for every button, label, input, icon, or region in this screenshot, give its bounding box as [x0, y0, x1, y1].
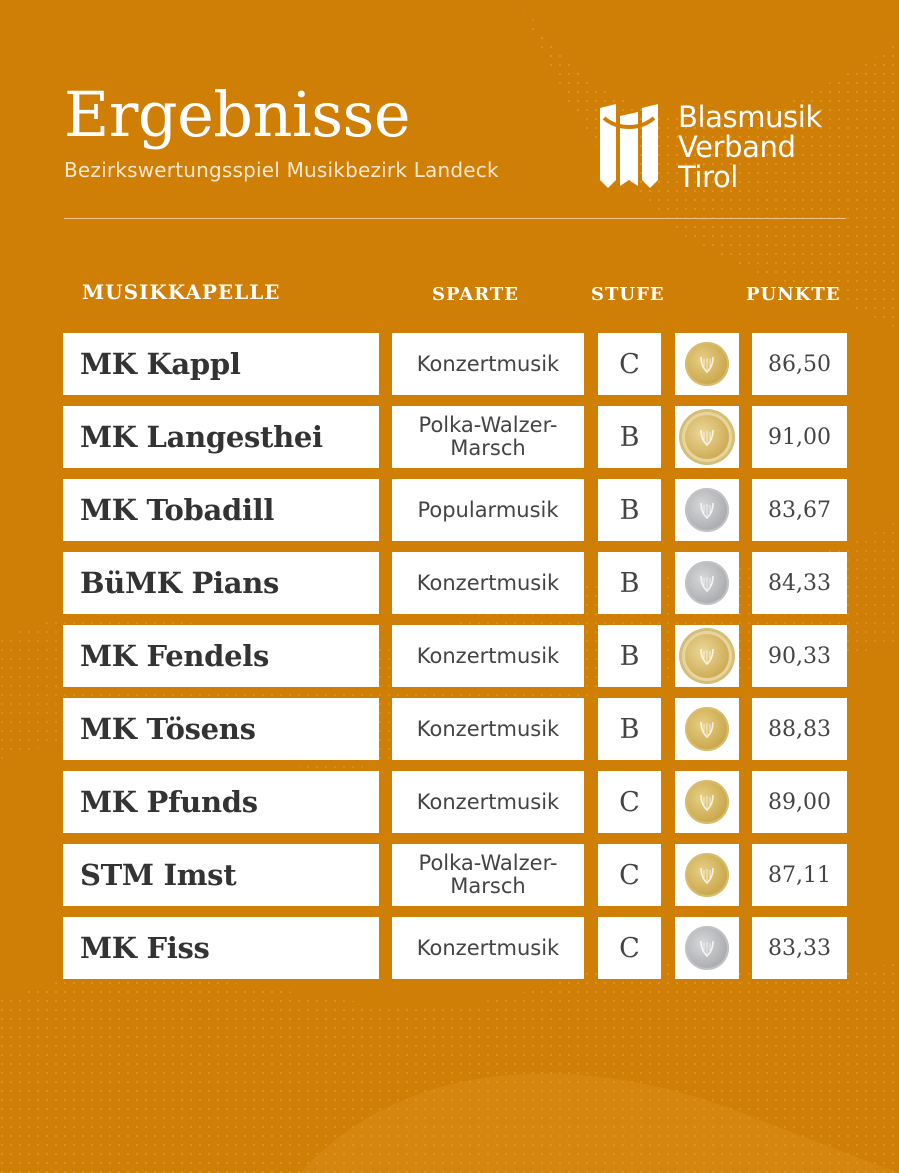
table-row [0, 698, 899, 760]
category-cell: Konzertmusik [392, 552, 584, 614]
points-cell: 86,50 [752, 333, 847, 395]
table-row [0, 479, 899, 541]
band-name: MK Fendels [63, 625, 379, 687]
page-title: Ergebnisse [64, 78, 411, 151]
table-row [0, 333, 899, 395]
logo-text [678, 102, 822, 192]
category-cell: Konzertmusik [392, 625, 584, 687]
level-cell: C [598, 333, 661, 395]
logo-line-2: Verband [678, 130, 796, 164]
level-cell: B [598, 406, 661, 468]
logo-mark-icon [598, 102, 660, 188]
gold-wreath-medal-icon [685, 415, 729, 459]
level-cell: B [598, 552, 661, 614]
logo-line-3: Tirol [678, 160, 738, 194]
column-header-sparte: SPARTE [432, 284, 519, 305]
silver-medal-icon [685, 561, 729, 605]
category-cell: Konzertmusik [392, 698, 584, 760]
level-cell: B [598, 479, 661, 541]
column-header-musikkapelle: MUSIKKAPELLE [82, 280, 281, 304]
medal-cell [675, 917, 739, 979]
band-name: BüMK Pians [63, 552, 379, 614]
medal-cell [675, 625, 739, 687]
category-cell: Konzertmusik [392, 917, 584, 979]
medal-cell [675, 552, 739, 614]
band-name: MK Kappl [63, 333, 379, 395]
header [64, 78, 499, 182]
points-cell: 91,00 [752, 406, 847, 468]
silver-medal-icon [685, 926, 729, 970]
table-row [0, 625, 899, 687]
logo-line-1: Blasmusik [678, 100, 822, 134]
table-row [0, 771, 899, 833]
points-cell: 89,00 [752, 771, 847, 833]
band-name: MK Fiss [63, 917, 379, 979]
column-header-punkte: PUNKTE [746, 284, 841, 305]
blasmusik-verband-logo [598, 102, 822, 192]
category-cell: Konzertmusik [392, 771, 584, 833]
band-name: MK Tösens [63, 698, 379, 760]
category-cell: Polka-Walzer-Marsch [392, 406, 584, 468]
table-row [0, 917, 899, 979]
column-header-stufe: STUFE [591, 284, 665, 305]
points-cell: 83,67 [752, 479, 847, 541]
gold-medal-icon [685, 780, 729, 824]
medal-cell [675, 771, 739, 833]
medal-cell [675, 406, 739, 468]
table-row [0, 406, 899, 468]
gold-medal-icon [685, 853, 729, 897]
page-subtitle: Bezirkswertungsspiel Musikbezirk Landeck [64, 158, 499, 182]
table-row [0, 844, 899, 906]
points-cell: 83,33 [752, 917, 847, 979]
medal-cell [675, 698, 739, 760]
gold-wreath-medal-icon [685, 634, 729, 678]
points-cell: 84,33 [752, 552, 847, 614]
points-cell: 87,11 [752, 844, 847, 906]
points-cell: 90,33 [752, 625, 847, 687]
medal-cell [675, 333, 739, 395]
level-cell: C [598, 844, 661, 906]
category-cell: Konzertmusik [392, 333, 584, 395]
category-cell: Popularmusik [392, 479, 584, 541]
header-divider [64, 218, 846, 219]
level-cell: C [598, 771, 661, 833]
gold-medal-icon [685, 342, 729, 386]
level-cell: B [598, 698, 661, 760]
medal-cell [675, 844, 739, 906]
gold-medal-icon [685, 707, 729, 751]
level-cell: C [598, 917, 661, 979]
band-name: MK Pfunds [63, 771, 379, 833]
silver-medal-icon [685, 488, 729, 532]
table-row [0, 552, 899, 614]
category-cell: Polka-Walzer-Marsch [392, 844, 584, 906]
band-name: MK Tobadill [63, 479, 379, 541]
level-cell: B [598, 625, 661, 687]
band-name: MK Langesthei [63, 406, 379, 468]
band-name: STM Imst [63, 844, 379, 906]
medal-cell [675, 479, 739, 541]
points-cell: 88,83 [752, 698, 847, 760]
